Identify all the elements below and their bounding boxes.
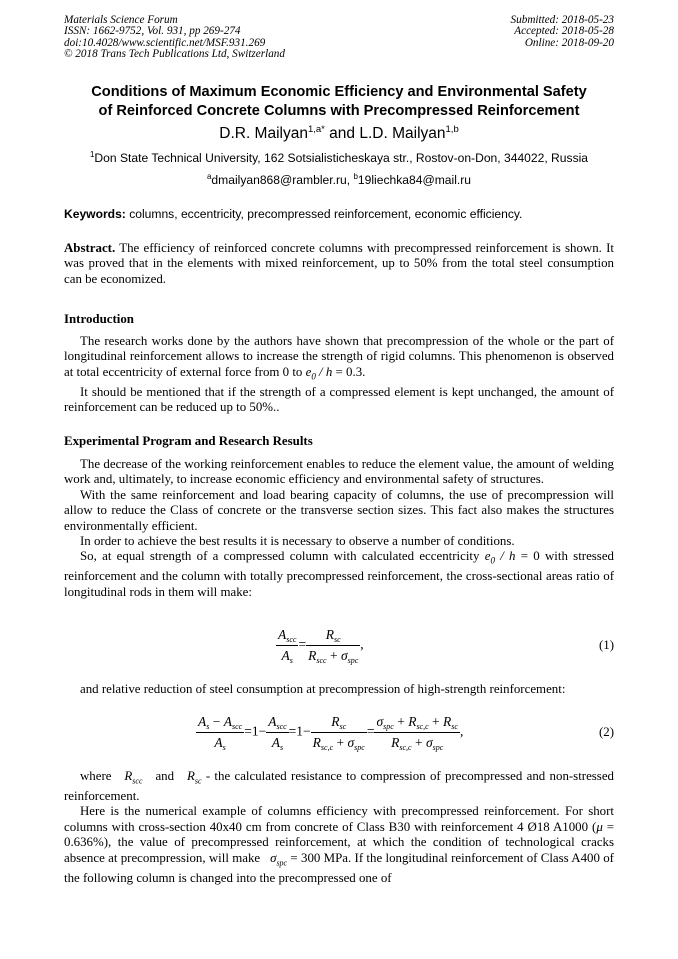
eq1-comma: , [360, 636, 364, 652]
eq2-equals: = [366, 723, 375, 739]
journal-name: Materials Science Forum [64, 14, 178, 26]
exp-e0-e: e [484, 549, 491, 564]
where-word: where [80, 769, 112, 783]
submitted-date: Submitted: 2018-05-23 [510, 14, 614, 26]
eq2-comma: , [459, 723, 464, 739]
intro-e0-e: e [305, 364, 312, 379]
sigma-value: = 300 [287, 850, 321, 865]
eq1-equals: = [298, 636, 307, 652]
intro-h: / h [315, 364, 333, 379]
equation-2 [196, 714, 463, 751]
exp-paragraph-7: Here is the numerical example of columns efficiency with precompressed reinforcement. For short columns with cross-section 40x40 cm from concrete of Class B30 with reinforcement 4 Ø18 A1000 (μ = 0.636%), the value of precompressed reinforcement, at which the condition of technological cracks absence at precompression, will make $\sigma_{spc} = 300$ MPa. If the longitudinal reinforcement of Class A400 of the following column is changed into the precompressed one of [64, 804, 615, 885]
online-date: Online: 2018-09-20 [524, 36, 614, 49]
intro-e0 [305, 364, 333, 382]
email-b: 19liechka84@mail.ru [357, 173, 472, 187]
equation-1 [276, 627, 364, 664]
affiliation-sup: 1 [89, 150, 95, 159]
dates-info [511, 15, 614, 49]
introduction-body [64, 334, 614, 416]
eq2-one-minus-1: =1− [244, 723, 267, 739]
equation-1-number: (1) [598, 638, 614, 652]
exp-e0 [484, 549, 516, 567]
mu-symbol: μ [596, 819, 603, 834]
exp-paragraph-2: With the same reinforcement and load bearing capacity of columns, the use of precompression will allow to reduce the Class of concrete or the transverse section sizes. This fact also makes the structures environmentally efficient. [64, 487, 614, 533]
author-2-sup: 1,b [445, 124, 459, 135]
p7-text-c: MPa. If the longitudinal reinforcement of Class A400 of the following column is changed into the precompressed one of [64, 850, 614, 885]
eq2-frac-3: $\frac{R_{sc}}{R_{sc,c} + \sigma_{spc}}$ [312, 714, 365, 752]
exp-paragraph-1: The decrease of the working reinforcement enables to reduce the element value, the amount of welding work and, ultimately, to increase economic efficiency and environmental safety of structures. [64, 457, 614, 487]
exp-paragraph-6: where $R_{scc}$ and $R_{sc}$ - the calculated resistance to compression of precompressed and non-stressed reinforcement. Here is the numerical example of columns efficiency with precompressed reinforcement. For short columns with cross-section 40x40 cm from concrete of Class B30 with reinforcement 4 Ø18 A1000 (μ = 0.636%), the value of precompressed reinforcement, at which the condition of technological cracks absence at precompression, will make $\sigma_{spc} = 300$ MPa. If the longitudinal reinforcement of Class A400 of the following column is changed into the precompressed one of [64, 769, 615, 885]
email-b-sup: b [353, 172, 358, 181]
intro-paragraph-2: It should be mentioned that if the strength of a compressed element is kept unchanged, the amount of reinforcement can be reduced up to 50%.. [64, 384, 614, 415]
issn-line: ISSN: 1662-9752, Vol. 931, pp 269-274 [64, 25, 241, 38]
exp-paragraph-3: In order to achieve the best results it is necessary to observe a number of conditions. [80, 534, 515, 549]
author-2: L.D. Mailyan [359, 125, 446, 142]
journal-info [64, 15, 285, 60]
exp-p4-end: = 0 with stressed reinforcement and the column with totally precompressed reinforcement, the cross-sectional areas ratio of longitudinal rods in them will make: [64, 549, 614, 599]
keywords-label: Keywords: [64, 207, 126, 221]
intro-p1-end: = 0.3. [332, 364, 366, 379]
p7-text-a: Here is the numerical example of columns efficiency with precompressed reinforcement. For short columns with cross-section 40x40 cm from concrete of Class B30 with reinforcement 4 Ø18 A1000 ( [64, 804, 614, 834]
paper-title [30, 83, 648, 120]
eq2-frac-4: $\frac{\sigma_{spc} + R_{sc,c} + R_{sc}}{R_{sc,c} + \sigma_{spc}}$ [376, 714, 458, 752]
abstract [64, 241, 614, 287]
eq2-one-minus-2: =1− [288, 723, 311, 739]
abstract-text: The efficiency of reinforced concrete columns with precompressed reinforcement is shown. It was proved that in the elements with mixed reinforcement, up to 50% from the total steel consumption can be economized. [64, 241, 614, 286]
eq2-frac-1: $\frac{A_s - A_{scc}}{A_s}$ [198, 714, 243, 752]
copyright-line: © 2018 Trans Tech Publications Ltd, Switzerland [64, 47, 285, 60]
keywords-text: columns, eccentricity, precompressed reinforcement, economic efficiency. [125, 207, 523, 221]
author-1-sup: 1,a* [307, 124, 325, 135]
experimental-body [64, 457, 614, 600]
emails [0, 173, 678, 187]
affiliation [0, 151, 678, 165]
eq1-left-fraction: $\frac{A_{scc}}{A_s}$ [278, 627, 297, 665]
intro-paragraph-1 [64, 334, 614, 385]
title-line-1: Conditions of Maximum Economic Efficiency and Environmental Safety [91, 84, 587, 100]
email-a: dmailyan868@rambler.ru, [211, 173, 354, 187]
exp-paragraph-5: and relative reduction of steel consumption at precompression of high-strength reinforcement: [80, 682, 566, 696]
title-line-2: of Reinforced Concrete Columns with Precompressed Reinforcement [98, 102, 580, 119]
intro-p1-text: The research works done by the authors have shown that precompression of the whole or the part of longitudinal reinforcement allows to increase the strength of rigid columns. This phenomenon is observed at total eccentricity of external force from 0 to [64, 334, 614, 379]
exp-paragraph-4 [64, 549, 614, 600]
authors-line [0, 125, 678, 143]
eq1-right-fraction: $\frac{R_{sc}}{R_{scc} + \sigma_{spc}}$ [308, 627, 359, 665]
equation-2-number: (2) [598, 725, 614, 739]
exp-p4-text: So, at equal strength of a compressed column with calculated eccentricity [80, 549, 485, 564]
experimental-heading: Experimental Program and Research Results [64, 434, 313, 448]
eq2-frac-2: $\frac{A_{scc}}{A_s}$ [268, 714, 287, 752]
accepted-date: Accepted: 2018-05-28 [514, 25, 614, 38]
exp-e0-sub: 0 [490, 556, 495, 567]
authors-and: and [324, 125, 360, 142]
doi-line: doi:10.4028/www.scientific.net/MSF.931.269 [64, 36, 266, 49]
author-1: D.R. Mailyan [219, 125, 308, 142]
intro-e0-sub: 0 [311, 371, 316, 382]
exp-h: / h [494, 549, 516, 564]
p7-text-b: = 0.636%), the value of precompressed reinforcement, at which the condition of technological cracks absence at precompression, will make [64, 819, 615, 865]
keywords [64, 207, 624, 221]
introduction-heading: Introduction [64, 312, 134, 326]
where-rest: - the calculated resistance to compression of precompressed and non-stressed reinforcement. [64, 769, 614, 803]
and-word: and [155, 769, 175, 783]
abstract-label: Abstract. [64, 241, 116, 255]
affiliation-text: Don State Technical University, 162 Sotsialisticheskaya str., Rostov-on-Don, 344022, Russia [94, 151, 589, 165]
email-a-sup: a [206, 172, 212, 181]
